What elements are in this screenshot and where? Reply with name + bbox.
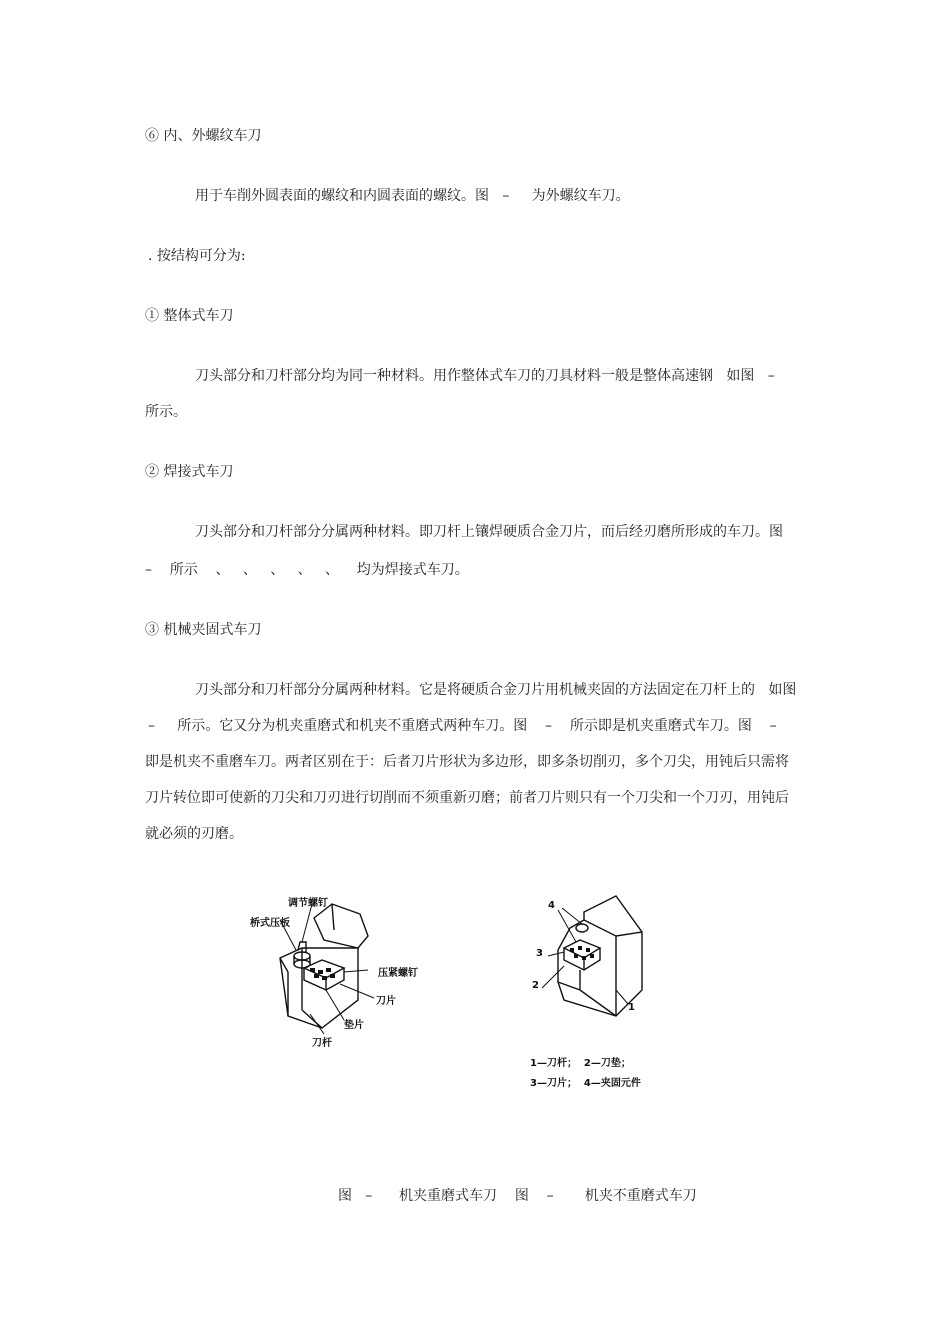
label-number-2: 2	[532, 980, 539, 991]
label-number-1: 1	[628, 1002, 635, 1013]
indexable-tool-drawing	[520, 890, 700, 1030]
item-1-line-2: 所示。	[145, 404, 187, 420]
item-2-line-1: 刀头部分和刀杆部分分属两种材料。即刀杆上镶焊硬质合金刀片，而后经刃磨所形成的车刀。图	[195, 524, 783, 540]
item-2-line-2: – 所示 、 、 、 、 、 均为焊接式车刀。	[145, 562, 469, 578]
item-3-heading: ③ 机械夹固式车刀	[145, 622, 262, 638]
figure-indexable-tool	[520, 890, 700, 1095]
item-3-line-4: 刀片转位即可使新的刀尖和刀刃进行切削而不须重新刃磨；前者刀片则只有一个刀尖和一个刀刃，用钝后	[145, 790, 789, 806]
label-number-4: 4	[548, 900, 555, 911]
structure-intro: . 按结构可分为:	[148, 248, 246, 264]
figure-caption: 图 – 机夹重磨式车刀 图 – 机夹不重磨式车刀	[338, 1188, 697, 1204]
label-bridge-plate: 桥式压板	[250, 918, 290, 929]
figure-regrindable-tool	[240, 890, 440, 1055]
item-3-line-1: 刀头部分和刀杆部分分属两种材料。它是将硬质合金刀片用机械夹固的方法固定在刀杆上的 如图	[195, 682, 797, 698]
item-3-line-2: – 所示。它又分为机夹重磨式和机夹不重磨式两种车刀。图 – 所示即是机夹重磨式车刀。图 –	[148, 718, 777, 734]
item-2-heading: ② 焊接式车刀	[145, 464, 234, 480]
legend-line-2: 3—刀片； 4—夹固元件	[530, 1078, 641, 1089]
label-number-3: 3	[536, 948, 543, 959]
section-6-body: 用于车削外圆表面的螺纹和内圆表面的螺纹。图 – 为外螺纹车刀。	[195, 188, 630, 204]
item-3-line-5: 就必须的刃磨。	[145, 826, 243, 842]
label-clamp-screw: 压紧螺钉	[378, 968, 418, 979]
section-6-heading: ⑥ 内、外螺纹车刀	[145, 128, 262, 144]
label-adjust-screw: 调节螺钉	[288, 898, 328, 909]
label-blade: 刀片	[376, 996, 396, 1007]
item-3-line-3: 即是机夹不重磨车刀。两者区别在于：后者刀片形状为多边形，即多条切削刃，多个刀尖，用钝后只需将	[145, 754, 789, 770]
item-1-heading: ① 整体式车刀	[145, 308, 234, 324]
label-shank: 刀杆	[312, 1038, 332, 1049]
item-1-line-1: 刀头部分和刀杆部分均为同一种材料。用作整体式车刀的刀具材料一般是整体高速钢 如图 –	[195, 368, 775, 384]
label-shim: 垫片	[344, 1020, 364, 1031]
legend-line-1: 1—刀杆； 2—刀垫；	[530, 1058, 631, 1069]
